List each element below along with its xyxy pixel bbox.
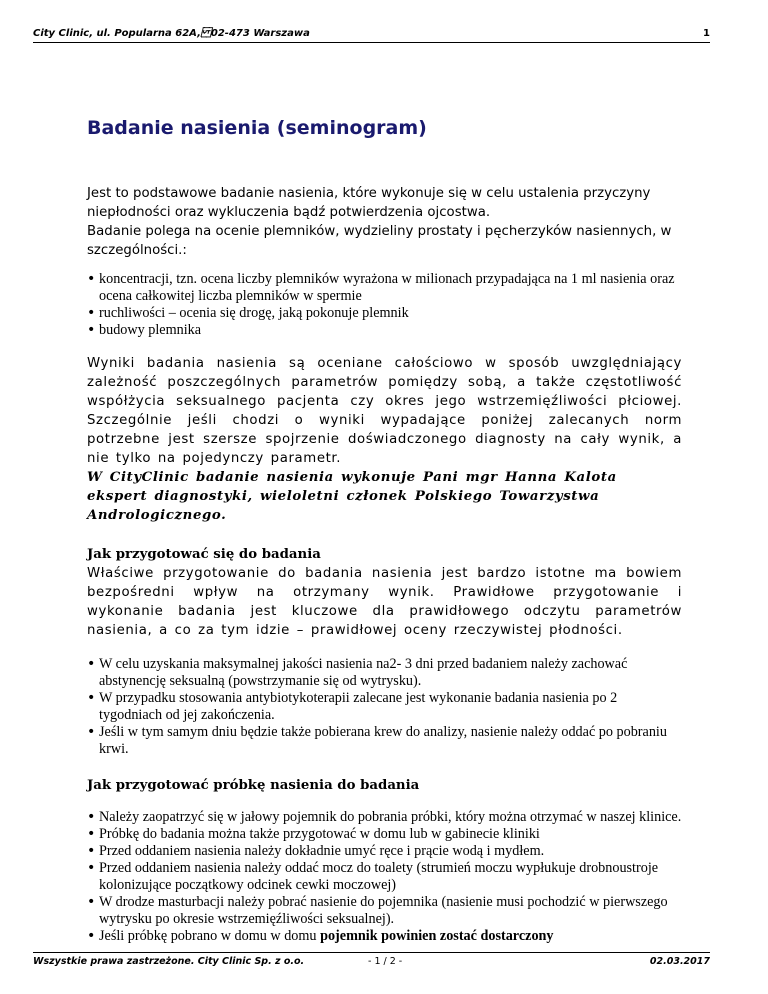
list-item-emphasis: pojemnik powinien zostać dostarczony: [320, 928, 554, 944]
list-item: • Jeśli w tym samym dniu będzie także pobierana krew do analizy, nasienie należy oddać po pobraniu krwi.: [99, 724, 682, 758]
list-item: • Przed oddaniem nasienia należy oddać mocz do toalety (strumień moczu wypłukuje drobnoustroje kolonizujące początkowy odcinek cewki moczowej): [99, 860, 682, 894]
preparation-paragraph: Właściwe przygotowanie do badania nasienia jest bardzo istotne ma bowiem bezpośredni wpływ na otrzymany wynik. Prawidłowe przygotowanie i wykonanie badania jest kluczowe dla prawidłowego odczytu parametrów nasienia, a co za tym idzie – prawidłowej oceny rzeczywistej płodności.: [87, 566, 682, 638]
expert-note: W CityClinic badanie nasienia wykonuje Pani mgr Hanna Kalota ekspert diagnostyki, wieloletni członek Polskiego Towarzystwa Andrologicznego.: [87, 470, 617, 523]
list-item: [99, 928, 682, 945]
footer-copyright: Wszystkie prawa zastrzeżone. City Clinic Sp. z o.o.: [33, 956, 305, 967]
header-page-number: 1: [703, 28, 710, 39]
sample-heading: Jak przygotować próbkę nasienia do badania: [87, 778, 420, 793]
footer-date: 02.03.2017: [649, 956, 710, 967]
list-item: • W przypadku stosowania antybiotykoterapii zalecane jest wykonanie badania nasienia po 2 tygodniach od jej zakończenia.: [99, 690, 682, 724]
header-divider: [33, 42, 710, 43]
preparation-heading: Jak przygotować się do badania: [87, 547, 321, 562]
main-content: [87, 112, 682, 945]
criteria-list: [87, 271, 682, 339]
list-item: • koncentracji, tzn. ocena liczby plemników wyrażona w milionach przypadająca na 1 ml nasienia oraz ocena całkowitej liczba plemników w spermie: [99, 271, 682, 305]
list-item: • ruchliwości – ocenia się drogę, jaką pokonuje plemnik: [99, 305, 682, 322]
header-address: City Clinic, ul. Popularna 62A, 02-473 Warszawa: [33, 28, 310, 39]
footer-page-indicator: - 1 / 2 -: [368, 956, 403, 967]
list-item: • Należy zaopatrzyć się w jałowy pojemnik do pobrania próbki, który można otrzymać w naszej klinice.: [99, 809, 682, 826]
list-item: • Przed oddaniem nasienia należy dokładnie umyć ręce i prącie wodą i mydłem.: [99, 843, 682, 860]
preparation-list: [87, 656, 682, 758]
list-item: • W drodze masturbacji należy pobrać nasienie do pojemnika (nasienie musi pochodzić w pierwszego wytrysku po okresie wstrzemięźliwości seksualnej).: [99, 894, 682, 928]
page-footer: [33, 956, 710, 970]
list-item: • W celu uzyskania maksymalnej jakości nasienia na2- 3 dni przed badaniem należy zachować abstynencję seksualną (powstrzymanie się od wytrysku).: [99, 656, 682, 690]
list-item: • Próbkę do badania można także przygotować w domu lub w gabinecie kliniki: [99, 826, 682, 843]
sample-list: [87, 809, 682, 945]
footer-divider: [33, 952, 710, 953]
intro-paragraph-1: Jest to podstawowe badanie nasienia, które wykonuje się w celu ustalenia przyczyny niepłodności oraz wykluczenia bądź potwierdzenia ojcostwa.: [87, 186, 651, 220]
page-title: Badanie nasienia (seminogram): [87, 117, 427, 139]
list-item-text: Jeśli próbkę pobrano w domu w domu: [99, 928, 321, 944]
intro-paragraph-2: Badanie polega na ocenie plemników, wydzieliny prostaty i pęcherzyków nasiennych, w szczególności.:: [87, 224, 672, 258]
list-item: • budowy plemnika: [99, 322, 682, 339]
results-paragraph: Wyniki badania nasienia są oceniane całościowo w sposób uwzględniający zależność poszczególnych parametrów pomiędzy sobą, a także częstotliwość współżycia seksualnego pacjenta czy okres jego wstrzemięźliwości płciowej. Szczególnie jeśli chodzi o wyniki wypadające poniżej zalecanych norm potrzebne jest szersze spojrzenie doświadczonego diagnosty na cały wynik, a nie tylko na pojedynczy parametr.: [87, 356, 682, 466]
